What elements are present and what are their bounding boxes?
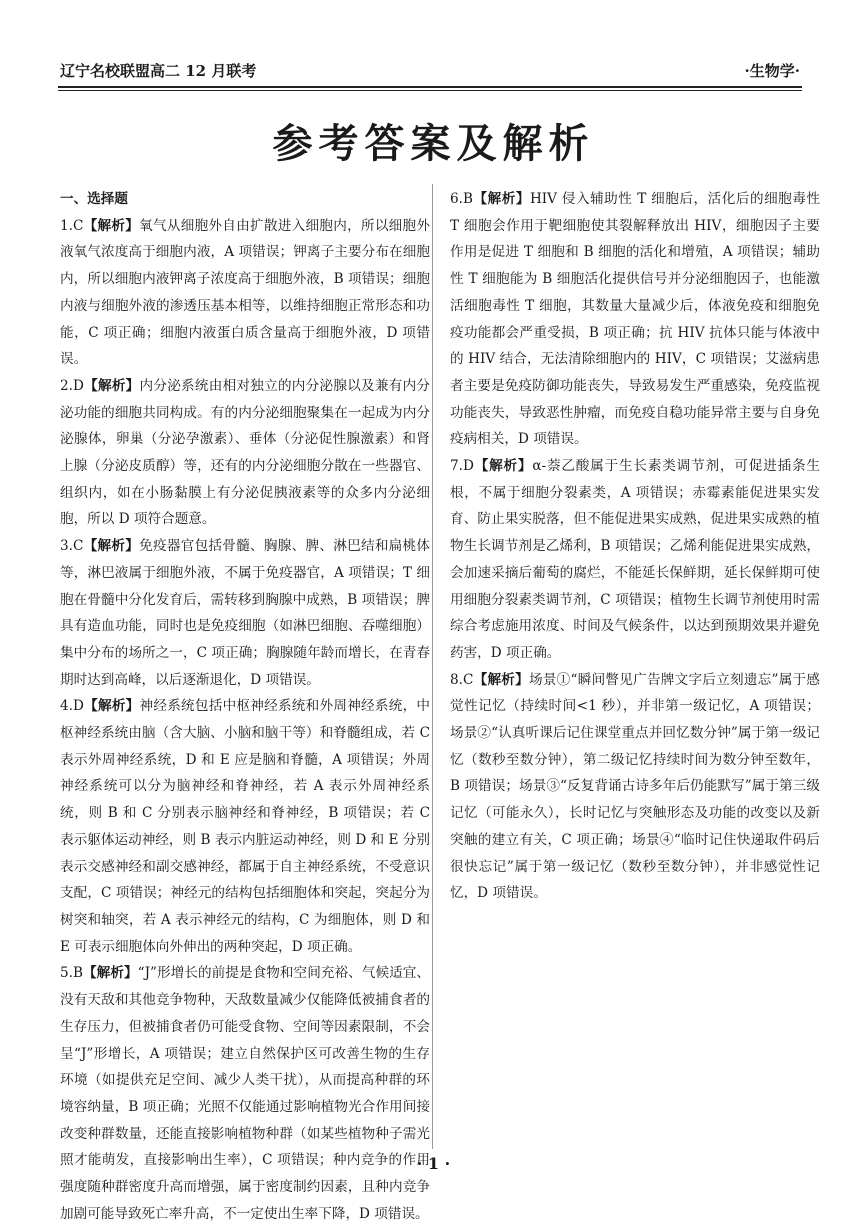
left-column: [60, 186, 430, 1227]
answer-item-4: [60, 693, 430, 960]
analysis-tag: 【解析】: [82, 965, 138, 982]
answer-text: HIV 侵入辅助性 T 细胞后，活化后的细胞毒性 T 细胞会作用于靶细胞使其裂解释放出 HIV，细胞因子主要作用是促进 T 细胞和 B 细胞的活化和增殖，A 项错误；辅助性 T 细胞能为 B 细胞活化提供信号并分泌细胞因子，也能激活细胞毒性 T 细胞，其数量大量减少后，体液免疫和细胞免疫功能都会严重受损，B 项正确；抗 HIV 抗体只能与体液中的 HIV 结合，无法清除细胞内的 HIV，C 项错误；艾滋病患者主要是免疫防御功能丧失，导致易发生严重感染，免疫监视功能丧失，导致恶性肿瘤，而免疫自稳功能异常主要与自身免疫病相关，D 项错误。: [450, 191, 821, 448]
analysis-tag: 【解析】: [83, 698, 140, 715]
exam-name: 辽宁名校联盟高二 12 月联考: [60, 62, 257, 80]
analysis-tag: 【解析】: [473, 458, 533, 475]
answer-text: “J”形增长的前提是食物和空间充裕、气候适宜、没有天敌和其他竞争物种，天敌数量减少仅能降低被捕食者的生存压力，但被捕食者仍可能受食物、空间等因素限制，不会呈“J”形增长，A 项错误；建立自然保护区可改善生物的生存环境（如提供充足空间、减少人类干扰），从而提高种群的环境容纳量，B 项正确；光照不仅能通过影响植物光合作用间接改变种群数量，还能直接影响植物种群（如某些植物种子需光照才能萌发，直接影响出生率），C 项错误；种内竞争的作用强度随种群密度升高而增强，属于密度制约因素，且种内竞争加剧可能导致死亡率升高，不一定使出生率下降，D 项错误。: [60, 965, 431, 1222]
page-header: [60, 56, 800, 84]
answer-item-7: [450, 453, 820, 667]
analysis-tag: 【解析】: [472, 191, 530, 207]
subject-name: ·生物学·: [744, 62, 800, 80]
analysis-tag: 【解析】: [83, 377, 140, 394]
answer-text: 免疫器官包括骨髓、胸腺、脾、淋巴结和扁桃体等，淋巴液属于细胞外液，不属于免疫器官，A 项错误；T 细胞在骨髓中分化发育后，需转移到胸腺中成熟，B 项错误；脾具有造血功能，同时也是免疫细胞（如淋巴细胞、吞噬细胞）集中分布的场所之一，C 项正确；胸腺随年龄而增长，在青春期时达到高峰，以后逐渐退化，D 项错误。: [60, 538, 431, 688]
answer-number: 2.D: [60, 377, 84, 394]
answer-number: 7.D: [450, 458, 474, 475]
header-rule: [58, 86, 802, 88]
answer-text: 内分泌系统由相对独立的内分泌腺以及兼有内分泌功能的细胞共同构成。有的内分泌细胞聚集在一起成为内分泌腺体，卵巢（分泌孕激素）、垂体（分泌促性腺激素）和肾上腺（分泌皮质醇）等，还有的内分泌细胞分散在一些器官、组织内，如在小肠黏膜上有分泌促胰液素等的众多内分泌细胞，所以 D 项符合题意。: [60, 377, 431, 528]
analysis-tag: 【解析】: [473, 671, 529, 688]
answer-number: 3.C: [60, 538, 84, 555]
section-title: 一、选择题: [60, 191, 128, 207]
header-rule-thin: [58, 90, 802, 91]
answer-text: 场景①“瞬间瞥见广告牌文字后立刻遗忘”属于感觉性记忆（持续时间<1 秒），并非第一级记忆，A 项错误；场景②“认真听课后记住课堂重点并回忆数分钟”属于第一级记忆（数秒至数分钟），第二级记忆持续时间为数分钟至数年，B 项错误；场景③“反复背诵古诗多年后仍能默写”属于第三级记忆（可能永久），长时记忆与突触形态及功能的改变以及新突触的建立有关，C 项正确；场景④“临时记住快递取件码后很快忘记”属于第一级记忆（数秒至数分钟），并非感觉性记忆，D 项错误。: [450, 671, 820, 902]
answer-item-6: [450, 186, 820, 453]
page-title: 参考答案及解析: [272, 121, 595, 167]
answer-item-1: [60, 213, 430, 373]
answer-number: 8.C: [450, 671, 474, 688]
page-number: · 1 ·: [416, 1154, 451, 1173]
answer-text: 氧气从细胞外自由扩散进入细胞内，所以细胞外液氧气浓度高于细胞内液，A 项错误；钾离子主要分布在细胞内，所以细胞内液钾离子浓度高于细胞外液，B 项错误；细胞内液与细胞外液的渗透压基本相等，以维持细胞正常形态和功能，C 项正确；细胞内液蛋白质含量高于细胞外液，D 项错误。: [60, 217, 431, 368]
column-divider: [432, 184, 433, 1149]
answer-item-5: [60, 960, 430, 1227]
answer-item-3: [60, 533, 430, 693]
right-column: [450, 186, 820, 907]
answer-item-2: [60, 373, 430, 533]
analysis-tag: 【解析】: [83, 538, 140, 555]
answer-number: 4.D: [60, 698, 84, 715]
analysis-tag: 【解析】: [83, 217, 140, 234]
answer-text: 神经系统包括中枢神经系统和外周神经系统，中枢神经系统由脑（含大脑、小脑和脑干等）和脊髓组成，若 C 表示外周神经系统，D 和 E 应是脑和脊髓，A 项错误；外周神经系统可以分为脑神经和脊神经，若 A 表示外周神经系统，则 B 和 C 分别表示脑神经和脊神经，B 项错误；若 C 表示躯体运动神经，则 B 表示内脏运动神经，则 D 和 E 分别表示交感神经和副交感神经，都属于自主神经系统，不受意识支配，C 项错误；神经元的结构包括细胞体和突起，突起分为树突和轴突，若 A 表示神经元的结构，C 为细胞体，则 D 和 E 可表示细胞体向外伸出的两种突起，D 项正确。: [60, 698, 431, 955]
answer-text: α-萘乙酸属于生长素类调节剂，可促进插条生根，不属于细胞分裂素类，A 项错误；赤霉素能促进果实发育、防止果实脱落，但不能促进果实成熟，促进果实成熟的植物生长调节剂是乙烯利，B 项错误；乙烯利能促进果实成熟，会加速采摘后葡萄的腐烂，不能延长保鲜期，延长保鲜期可使用细胞分裂素类调节剂，C 项错误；植物生长调节剂使用时需综合考虑施用浓度、时间及气候条件，以达到预期效果并避免药害，D 项正确。: [450, 458, 820, 661]
answer-number: 6.B: [450, 191, 473, 207]
answer-number: 1.C: [60, 217, 84, 234]
answer-number: 5.B: [60, 965, 83, 982]
answer-item-8: [450, 667, 820, 907]
